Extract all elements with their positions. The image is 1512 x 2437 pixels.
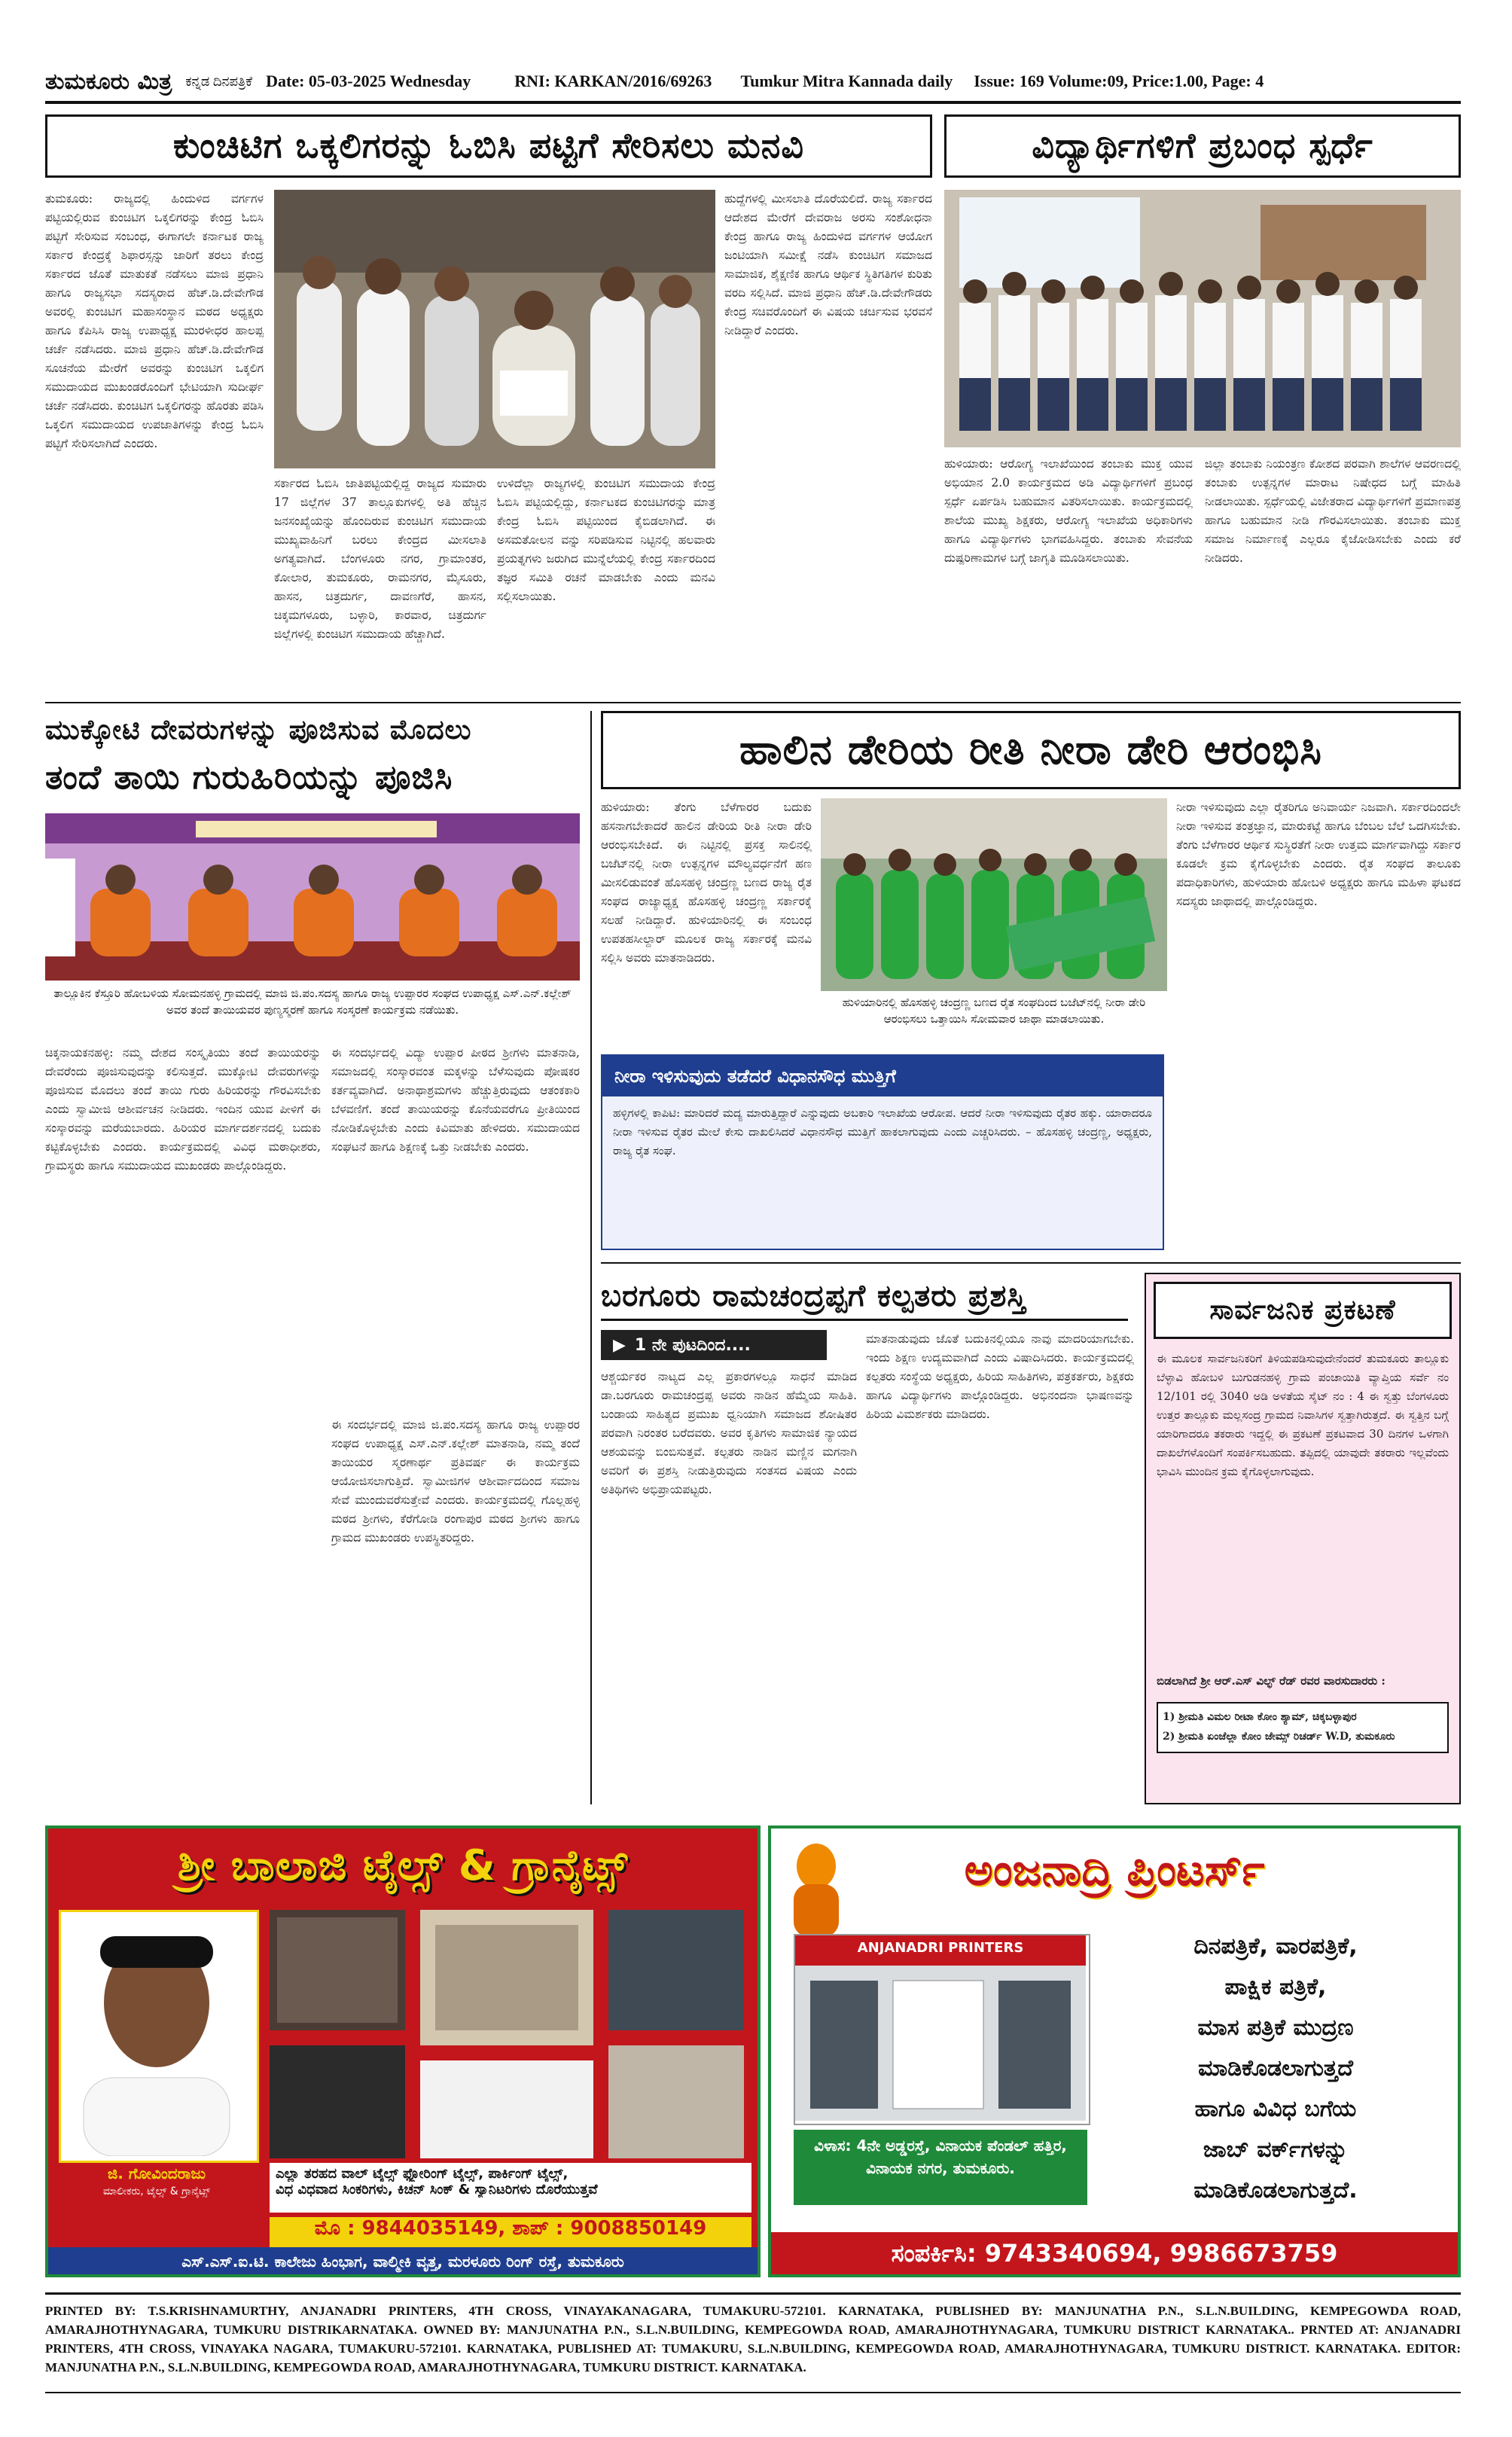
story2-headline: ವಿದ್ಯಾರ್ಥಿಗಳಿಗೆ ಪ್ರಬಂಧ ಸ್ಪರ್ಧೆ	[944, 114, 1461, 178]
shop-front-image	[795, 1935, 1086, 2121]
story5-ribbon-label: 1 ನೇ ಪುಟದಿಂದ....	[634, 1335, 751, 1355]
story3-col1: ಚಿಕ್ಕನಾಯಕನಹಳ್ಳಿ: ನಮ್ಮ ದೇಶದ ಸಂಸ್ಕೃತಿಯು ತಂದೆ ತಾಯಿಯರನ್ನು ದೇವರೆಂದು ಪೂಜಿಸುವುದನ್ನು ಕಲಿಸುತ್ತದೆ. ಮುಕ್ಕೋಟಿ ದೇವರುಗಳನ್ನು ಪೂಜಿಸುವ ಮೊದಲು ತಂದೆ ತಾಯಿ ಗುರು ಹಿರಿಯರನ್ನು ಗೌರವಿಸಬೇಕು ಎಂದು ಸ್ವಾಮೀಜಿ ಆಶೀರ್ವಚನ ನೀಡಿದರು. ಇಂದಿನ ಯುವ ಪೀಳಿಗೆ ಈ ಸಂಸ್ಕಾರವನ್ನು ಮರೆಯಬಾರದು. ಹಿರಿಯರ ಮಾರ್ಗದರ್ಶನದಲ್ಲಿ ಬದುಕು ಕಟ್ಟಿಕೊಳ್ಳಬೇಕು ಎಂದರು. ಕಾರ್ಯಕ್ರಮದಲ್ಲಿ ವಿವಿಧ ಮಠಾಧೀಶರು, ಗ್ರಾಮಸ್ಥರು ಹಾಗೂ ಸಮುದಾಯದ ಮುಖಂಡರು ಪಾಲ್ಗೊಂಡಿದ್ದರು.	[45, 1046, 321, 1173]
story4-col2: ನೀರಾ ಇಳಿಸುವುದು ಎಲ್ಲಾ ರೈತರಿಗೂ ಅನಿವಾರ್ಯ ನಿಜವಾಗಿ. ಸರ್ಕಾರದಿಂದಲೇ ನೀರಾ ಇಳಿಸುವ ತಂತ್ರಜ್ಞಾನ, ಮಾರುಕಟ್ಟೆ ಹಾಗೂ ಬೆಂಬಲ ಬೆಲೆ ಒದಗಿಸಬೇಕು. ತೆಂಗು ಬೆಳೆಗಾರರ ಆರ್ಥಿಕ ಸುಸ್ಥಿರತೆಗೆ ನೀರಾ ಉತ್ತಮ ಮಾರ್ಗವಾಗಿದ್ದು ಸರ್ಕಾರ ಕೂಡಲೇ ಕ್ರಮ ಕೈಗೊಳ್ಳಬೇಕು ಎಂದರು. ರೈತ ಸಂಘದ ತಾಲೂಕು ಪದಾಧಿಕಾರಿಗಳು, ಹುಳಿಯಾರು ಹೋಬಳಿ ಅಧ್ಯಕ್ಷರು ಹಾಗೂ ಮಹಿಳಾ ಘಟಕದ ಸದಸ್ಯರು ಜಾಥಾದಲ್ಲಿ ಪಾಲ್ಗೊಂಡಿದ್ದರು.	[1176, 801, 1461, 908]
owner-portrait	[61, 1912, 252, 2156]
ad-balaji-line2: ವಿಧ ವಿಧವಾದ ಸಿಂಕರಿಗಳು, ಕಿಚನ್ ಸಿಂಕ್ & ಸ್ಯಾನಿಟರಿಗಳು ದೊರೆಯುತ್ತವೆ	[276, 2182, 598, 2198]
story1-col3: ಉಳಿದೆಲ್ಲಾ ರಾಜ್ಯಗಳಲ್ಲಿ ಕುಂಚಿಟಿಗ ಸಮುದಾಯ ಕೇಂದ್ರ ಓಬಿಸಿ ಪಟ್ಟಿಯಲ್ಲಿದ್ದು, ಕರ್ನಾಟಕದ ಕುಂಚಿಟಿಗರನ್ನು ಮಾತ್ರ ಕೇಂದ್ರ ಓಬಿಸಿ ಪಟ್ಟಿಯಿಂದ ಕೈಬಿಡಲಾಗಿದೆ. ಈ ಅಸಮತೋಲನ ವನ್ನು ಸರಿಪಡಿಸುವ ನಿಟ್ಟಿನಲ್ಲಿ ಹಲವಾರು ಪ್ರಯತ್ನಗಳು ಜರುಗಿದ ಮುನ್ನೆಲೆಯಲ್ಲಿ ಕೇಂದ್ರ ಸರ್ಕಾರದಿಂದ ತಜ್ಞರ ಸಮಿತಿ ರಚನೆ ಮಾಡಬೇಕು ಎಂದು ಮನವಿ ಸಲ್ಲಿಸಲಾಯಿತು.	[497, 477, 715, 603]
ad-anjanadri-address: ವಿಳಾಸ: 4ನೇ ಅಡ್ಡರಸ್ತೆ, ವಿನಾಯಕ ಪೆಂಡಲ್ ಹತ್ತಿರ, ವಿನಾಯಕ ನಗರ, ತುಮಕೂರು.	[794, 2130, 1087, 2205]
ad-anjanadri-title: ಅಂಜನಾದ್ರಿ ಪ್ರಿಂಟರ್ಸ್	[964, 1844, 1265, 1896]
ad-balaji-products	[270, 1910, 744, 2158]
ad-anjanadri-shop-sign: ANJANADRI PRINTERS	[857, 1940, 1024, 1956]
story3-photo-caption: ತಾಲ್ಲೂಕಿನ ಕೆಸ್ತೂರಿ ಹೋಬಳಿಯ ಸೋಮನಹಳ್ಳಿ ಗ್ರಾಮದಲ್ಲಿ ಮಾಜಿ ಜಿ.ಪಂ.ಸದಸ್ಯ ಹಾಗೂ ರಾಜ್ಯ ಉಪ್ಪಾರರ ಸಂಘದ ಉಪಾಧ್ಯಕ್ಷ ಎಸ್.ಎನ್.ಕಲ್ಲೇಶ್ ಅವರ ತಂದೆ ತಾಯಿಯವರ ಪುಣ್ಯಸ್ಮರಣೆ ಹಾಗೂ ಸಂಸ್ಕರಣೆ ಕಾರ್ಯಕ್ರಮ ನಡೆಯಿತು.	[53, 987, 572, 1017]
story2-photo-illustration	[944, 190, 1461, 447]
story4-photo	[821, 798, 1167, 991]
ad-anjanadri-contact: ಸಂಪರ್ಕಿಸಿ: 9743340694, 9986673759	[771, 2232, 1458, 2274]
service-line-4: ಮಾಡಿಕೊಡಲಾಗುತ್ತದೆ	[1198, 2055, 1353, 2082]
ad-balaji-line1: ಎಲ್ಲಾ ತರಹದ ವಾಲ್ ಟೈಲ್ಸ್ ಫ್ಲೋರಿಂಗ್ ಟೈಲ್ಸ್, ಪಾರ್ಕಿಂಗ್ ಟೈಲ್ಸ್,	[276, 2166, 569, 2182]
service-line-3: ಮಾಸ ಪತ್ರಿಕೆ ಮುದ್ರಣ	[1197, 2015, 1354, 2041]
ad-balaji-owner: ಜಿ. ಗೋವಿಂದರಾಜು	[107, 2164, 206, 2182]
notice-title: ಸಾರ್ವಜನಿಕ ಪ್ರಕಟಣೆ	[1154, 1282, 1452, 1339]
service-line-7: ಮಾಡಿಕೊಡಲಾಗುತ್ತದೆ.	[1193, 2177, 1358, 2204]
ad-anjanadri-shop-photo	[794, 1934, 1090, 2125]
story3-col3: ಈ ಸಂದರ್ಭದಲ್ಲಿ ಮಾಜಿ ಜಿ.ಪಂ.ಸದಸ್ಯ ಹಾಗೂ ರಾಜ್ಯ ಉಪ್ಪಾರರ ಸಂಘದ ಉಪಾಧ್ಯಕ್ಷ ಎಸ್.ಎನ್.ಕಲ್ಲೇಶ್ ಮಾತನಾಡಿ, ನಮ್ಮ ತಂದೆ ತಾಯಿಯರ ಸ್ಮರಣಾರ್ಥ ಪ್ರತಿವರ್ಷ ಈ ಕಾರ್ಯಕ್ರಮ ಆಯೋಜಿಸಲಾಗುತ್ತಿದೆ. ಸ್ವಾಮೀಜಿಗಳ ಆಶೀರ್ವಾದದಿಂದ ಸಮಾಜ ಸೇವೆ ಮುಂದುವರೆಸುತ್ತೇವೆ ಎಂದರು. ಕಾರ್ಯಕ್ರಮದಲ್ಲಿ ಗೊಲ್ಲಹಳ್ಳಿ ಮಠದ ಶ್ರೀಗಳು, ಕೆರೆಗೋಡಿ ರಂಗಾಪುರ ಮಠದ ಶ್ರೀಗಳು ಹಾಗೂ ಗ್ರಾಮದ ಮುಖಂಡರು ಉಪಸ್ಥಿತರಿದ್ದರು.	[331, 1418, 580, 1545]
service-line-5: ಹಾಗೂ ವಿವಿಧ ಬಗೆಯ	[1194, 2096, 1357, 2122]
story4-sidebar-text: ಹಳ್ಳಿಗಳಲ್ಲಿ ಕಾಪಿಟಿ: ಮಾರಿದರೆ ಮದ್ಯ ಮಾರುತ್ತಿದ್ದಾರೆ ಎನ್ನುವುದು ಅಬಕಾರಿ ಇಲಾಖೆಯ ಆರೋಪ. ಆದರೆ ನೀರಾ ಇಳಿಸುವುದು ರೈತರ ಹಕ್ಕು. ಯಾರಾದರೂ ನೀರಾ ಇಳಿಸುವ ರೈತರ ಮೇಲೆ ಕೇಸು ದಾಖಲಿಸಿದರೆ ವಿಧಾನಸೌಧ ಮುತ್ತಿಗೆ ಹಾಕಲಾಗುವುದು ಎಂದು ಎಚ್ಚರಿಸಿದರು. – ಹೊಸಹಳ್ಳಿ ಚಂದ್ರಣ್ಣ, ಅಧ್ಯಕ್ಷರು, ರಾಜ್ಯ ರೈತ ಸಂಘ.	[613, 1106, 1152, 1157]
story1-col4: ಹುದ್ದೆಗಳಲ್ಲಿ ಮೀಸಲಾತಿ ದೊರೆಯಲಿದೆ. ರಾಜ್ಯ ಸರ್ಕಾರದ ಆದೇಶದ ಮೇರೆಗೆ ದೇವರಾಜ ಅರಸು ಸಂಶೋಧನಾ ಕೇಂದ್ರ ಹಾಗೂ ರಾಜ್ಯ ಹಿಂದುಳಿದ ವರ್ಗಗಳ ಆಯೋಗ ಜಂಟಿಯಾಗಿ ಸಮೀಕ್ಷೆ ನಡೆಸಿ ಕುಂಚಿಟಿಗ ಸಮಾಜದ ಸಾಮಾಜಿಕ, ಶೈಕ್ಷಣಿಕ ಹಾಗೂ ಆರ್ಥಿಕ ಸ್ಥಿತಿಗತಿಗಳ ಕುರಿತು ವರದಿ ಸಲ್ಲಿಸಿದೆ. ಮಾಜಿ ಪ್ರಧಾನಿ ಹೆಚ್.ಡಿ.ದೇವೇಗೌಡರು ಕೇಂದ್ರ ಸಚಿವರೊಂದಿಗೆ ಈ ವಿಷಯ ಚರ್ಚಿಸುವ ಭರವಸೆ ನೀಡಿದ್ದಾರೆ ಎಂದರು.	[724, 192, 932, 337]
ad-balaji-address: ಎಸ್.ಎಸ್.ಐ.ಟಿ. ಕಾಲೇಜು ಹಿಂಭಾಗ, ವಾಲ್ಮೀಕಿ ವೃತ್ತ, ಮರಳೂರು ರಿಂಗ್ ರಸ್ತೆ, ತುಮಕೂರು	[48, 2247, 758, 2276]
hanuman-emblem-image	[779, 1836, 854, 1941]
story1-headline: ಕುಂಚಿಟಿಗ ಒಕ್ಕಲಿಗರನ್ನು ಓಬಿಸಿ ಪಟ್ಟಿಗೆ ಸೇರಿಸಲು ಮನವಿ	[45, 114, 932, 178]
ad-balaji-photo-area	[59, 1910, 259, 2163]
service-line-1: ದಿನಪತ್ರಿಕೆ, ವಾರಪತ್ರಿಕೆ,	[1193, 1933, 1358, 1960]
story3-headline-line1: ಮುಕ್ಕೋಟಿ ದೇವರುಗಳನ್ನು ಪೂಜಿಸುವ ಮೊದಲು	[45, 715, 472, 746]
story4-headline: ಹಾಲಿನ ಡೇರಿಯ ರೀತಿ ನೀರಾ ಡೇರಿ ಆರಂಭಿಸಿ	[601, 711, 1461, 789]
masthead	[45, 63, 1461, 99]
story3-col2: ಈ ಸಂದರ್ಭದಲ್ಲಿ ವಿದ್ಯಾ ಉಪ್ಪಾರ ಪೀಠದ ಶ್ರೀಗಳು ಮಾತನಾಡಿ, ಸಮಾಜದಲ್ಲಿ ಸಂಸ್ಕಾರವಂತ ಮಕ್ಕಳನ್ನು ಬೆಳೆಸುವುದು ಪೋಷಕರ ಕರ್ತವ್ಯವಾಗಿದೆ. ಅನಾಥಾಶ್ರಮಗಳು ಹೆಚ್ಚುತ್ತಿರುವುದು ಆತಂಕಕಾರಿ ಬೆಳವಣಿಗೆ. ತಂದೆ ತಾಯಿಯರನ್ನು ಕೊನೆಯವರೆಗೂ ಪ್ರೀತಿಯಿಂದ ನೋಡಿಕೊಳ್ಳಬೇಕು ಎಂದು ಕಿವಿಮಾತು ಹೇಳಿದರು. ಸಮುದಾಯದ ಸಂಘಟನೆ ಹಾಗೂ ಶಿಕ್ಷಣಕ್ಕೆ ಒತ್ತು ನೀಡಬೇಕು ಎಂದರು.	[331, 1046, 580, 1154]
story3-headline-line2: ತಂದೆ ತಾಯಿ ಗುರುಹಿರಿಯನ್ನು ಪೂಜಿಸಿ	[45, 758, 453, 797]
ad-balaji-phone: ಮೊ : 9844035149, ಶಾಪ್ : 9008850149	[270, 2217, 751, 2247]
section-rule-1	[45, 702, 1461, 703]
section-rule-2	[601, 1262, 1461, 1264]
footer-rule	[45, 2292, 1461, 2295]
notice-heirs	[1157, 1702, 1449, 1753]
hanuman-emblem	[779, 1836, 854, 1941]
story1-photo-illustration	[274, 190, 715, 468]
story5-col1: ಆಶ್ಚರ್ಯಕರ ನಾಟ್ಯದ ಎಲ್ಲ ಪ್ರಕಾರಗಳಲ್ಲೂ ಸಾಧನೆ ಮಾಡಿದ ಡಾ.ಬರಗೂರು ರಾಮಚಂದ್ರಪ್ಪ ಅವರು ನಾಡಿನ ಹೆಮ್ಮೆಯ ಸಾಹಿತಿ. ಬಂಡಾಯ ಸಾಹಿತ್ಯದ ಪ್ರಮುಖ ಧ್ವನಿಯಾಗಿ ಸಮಾಜದ ಶೋಷಿತರ ಪರವಾಗಿ ನಿರಂತರ ಬರೆದವರು. ಅವರ ಕೃತಿಗಳು ಸಾಮಾಜಿಕ ನ್ಯಾಯದ ಆಶಯವನ್ನು ಬಿಂಬಿಸುತ್ತವೆ. ಕಲ್ಪತರು ನಾಡಿನ ಮಣ್ಣಿನ ಮಗನಾಗಿ ಅವರಿಗೆ ಈ ಪ್ರಶಸ್ತಿ ನೀಡುತ್ತಿರುವುದು ಸಂತಸದ ವಿಷಯ ಎಂದು ಅತಿಥಿಗಳು ಅಭಿಪ್ರಾಯಪಟ್ಟರು.	[601, 1370, 857, 1496]
public-notice	[1145, 1273, 1461, 1804]
story2-col1: ಹುಳಿಯಾರು: ಆರೋಗ್ಯ ಇಲಾಖೆಯಿಂದ ತಂಬಾಕು ಮುಕ್ತ ಯುವ ಅಭಿಯಾನ 2.0 ಕಾರ್ಯಕ್ರಮದ ಅಡಿ ವಿದ್ಯಾರ್ಥಿಗಳಿಗೆ ಪ್ರಬಂಧ ಸ್ಪರ್ಧೆ ಏರ್ಪಡಿಸಿ ಬಹುಮಾನ ವಿತರಿಸಲಾಯಿತು. ಕಾರ್ಯಕ್ರಮದಲ್ಲಿ ಶಾಲೆಯ ಮುಖ್ಯ ಶಿಕ್ಷಕರು, ಆರೋಗ್ಯ ಇಲಾಖೆಯ ಅಧಿಕಾರಿಗಳು ಹಾಗೂ ವಿದ್ಯಾರ್ಥಿಗಳು ಭಾಗವಹಿಸಿದ್ದರು. ತಂಬಾಕು ಸೇವನೆಯ ದುಷ್ಪರಿಣಾಮಗಳ ಬಗ್ಗೆ ಜಾಗೃತಿ ಮೂಡಿಸಲಾಯಿತು.	[944, 457, 1193, 565]
vertical-rule-1	[590, 711, 592, 1804]
story4-photo-caption: ಹುಳಿಯಾರಿನಲ್ಲಿ ಹೊಸಹಳ್ಳಿ ಚಂದ್ರಣ್ಣ ಬಣದ ರೈತ ಸಂಘದಿಂದ ಬಜೆಟ್‌ನಲ್ಲಿ ನೀರಾ ಡೇರಿ ಆರಂಭಿಸಲು ಒತ್ತಾಯಿಸಿ ಸೋಮವಾರ ಜಾಥಾ ಮಾಡಲಾಯಿತು.	[842, 996, 1146, 1026]
ad-anjanadri-services	[1102, 1926, 1449, 2228]
story1-col2: ಸರ್ಕಾರದ ಓಬಿಸಿ ಜಾತಿಪಟ್ಟಿಯಲ್ಲಿದ್ದ ರಾಜ್ಯದ ಸುಮಾರು 17 ಜಿಲ್ಲೆಗಳ 37 ತಾಲ್ಲೂಕುಗಳಲ್ಲಿ ಅತಿ ಹೆಚ್ಚಿನ ಜನಸಂಖ್ಯೆಯನ್ನು ಹೊಂದಿರುವ ಕುಂಚಿಟಿಗ ಸಮುದಾಯ ಮುಖ್ಯವಾಹಿನಿಗೆ ಬರಲು ಕೇಂದ್ರದ ಮೀಸಲಾತಿ ಅಗತ್ಯವಾಗಿದೆ. ಬೆಂಗಳೂರು ನಗರ, ಗ್ರಾಮಾಂತರ, ಕೋಲಾರ, ತುಮಕೂರು, ರಾಮನಗರ, ಮೈಸೂರು, ಹಾಸನ, ಚಿತ್ರದುರ್ಗ, ದಾವಣಗೆರೆ, ಹಾಸನ, ಚಿಕ್ಕಮಗಳೂರು, ಬಳ್ಳಾರಿ, ಕಾರವಾರ, ಚಿತ್ರದುರ್ಗ ಜಿಲ್ಲೆಗಳಲ್ಲಿ ಕುಂಚಿಟಿಗ ಸಮುದಾಯ ಹೆಚ್ಚಾಗಿದೆ.	[274, 477, 486, 641]
ad-anjanadri-header	[771, 1829, 1458, 1911]
story4-photo-illustration	[821, 798, 1167, 991]
notice-signer: ಬಿಡಲಾಗಿದೆ ಶ್ರೀ ಆರ್.ಎಸ್ ವಿಲ್ಫ್ ರೆಡ್ ರವರ ವಾರಸುದಾರರು :	[1157, 1674, 1385, 1688]
footer-bottom-rule	[45, 2392, 1461, 2393]
imprint-footer: PRINTED BY: T.S.KRISHNAMURTHY, ANJANADRI PRINTERS, 4TH CROSS, VINAYAKANAGARA, TUMAKURU-572101. KARNATAKA, PUBLISHED BY: MANJUNATHA P.N., S.L.N.BUILDING, KEMPEGOWDA ROAD, AMARAJHOTHYNAGARA, TUMKURU DISTRIKARNATAKA. OWNED BY: MANJUNATHA P.N., S.L.N.BUILDING, KEMPEGOWDA ROAD, AMARAJHOTHYNAGARA, TUMKURU DISTRICT KARNATAKA.. PRNTED AT: ANJANADRI PRINTERS, 4TH CROSS, VINAYAKA NAGARA, TUMAKURU-572101. KARNATAKA, PUBLISHED AT: TUMAKURU, S.L.N.BUILDING, KEMPEGOWDA ROAD, AMARAJHOTHYNAGARA, TUMKURU DISTRICT. KARNATAKA. EDITOR: MANJUNATHA P.N., S.L.N.BUILDING, KEMPEGOWDA ROAD, AMARAJHOTHYNAGARA, TUMKURU DISTRICT. KARNATAKA.	[45, 2304, 1461, 2374]
story1-col1: ತುಮಕೂರು: ರಾಜ್ಯದಲ್ಲಿ ಹಿಂದುಳಿದ ವರ್ಗಗಳ ಪಟ್ಟಿಯಲ್ಲಿರುವ ಕುಂಚಿಟಿಗ ಒಕ್ಕಲಿಗರನ್ನು ಕೇಂದ್ರ ಓಬಿಸಿ ಪಟ್ಟಿಗೆ ಸೇರಿಸುವ ಸಂಬಂಧ, ಈಗಾಗಲೇ ಕರ್ನಾಟಕ ರಾಜ್ಯ ಸರ್ಕಾರ ಕೇಂದ್ರಕ್ಕೆ ಶಿಫಾರಸ್ಸನ್ನು ಜಾರಿಗೆ ತರಲು ಕೇಂದ್ರ ಸರ್ಕಾರದ ಜೊತೆ ಮಾತುಕತೆ ನಡೆಸಲು ಮಾಜಿ ಪ್ರಧಾನಿ ಹಾಗೂ ರಾಜ್ಯಸಭಾ ಸದಸ್ಯರಾದ ಹೆಚ್.ಡಿ.ದೇವೇಗೌಡ ಅವರಲ್ಲಿ ಕುಂಚಿಟಿಗ ಮಹಾಸಂಸ್ಥಾನ ಮಠದ ಅಧ್ಯಕ್ಷರು ಹಾಗೂ ಕೆಪಿಸಿಸಿ ರಾಜ್ಯ ಉಪಾಧ್ಯಕ್ಷ ಮುರಳೀಧರ ಹಾಲಪ್ಪ ಚರ್ಚೆ ನಡೆಸಿದರು. ಮಾಜಿ ಪ್ರಧಾನಿ ಹೆಚ್.ಡಿ.ದೇವೇಗೌಡ ಸೂಚನೆಯ ಮೇರೆಗೆ ಅವರನ್ನು ಕುಂಚಿಟಿಗ ಒಕ್ಕಲಿಗ ಸಮುದಾಯದ ಮುಖಂಡರೊಂದಿಗೆ ಭೇಟಿಯಾಗಿ ಸುದೀರ್ಘ ಚರ್ಚೆ ನಡೆಸಿದರು. ಕುಂಚಿಟಿಗ ಒಕ್ಕಲಿಗರನ್ನು ಹೊರತು ಪಡಿಸಿ ಒಕ್ಕಲಿಗ ಸಮುದಾಯದ ಉಪಜಾತಿಗಳನ್ನು ಕೇಂದ್ರ ಓಬಿಸಿ ಪಟ್ಟಿಗೆ ಸೇರಿಸಲಾಗಿದೆ ಎಂದರು.	[45, 192, 264, 450]
issue-date: Date: 05-03-2025 Wednesday	[266, 72, 471, 90]
story3-photo-illustration	[45, 813, 580, 981]
story1-photo	[274, 190, 715, 468]
ad-anjanadri-printers	[768, 1825, 1461, 2277]
story5-headline: ಬರಗೂರು ರಾಮಚಂದ್ರಪ್ಪಗೆ ಕಲ್ಪತರು ಪ್ರಶಸ್ತಿ	[601, 1273, 1128, 1321]
masthead-rule	[45, 101, 1461, 104]
notice-heir-1: 1) ಶ್ರೀಮತಿ ವಿಮಲ ರೀಟಾ ಕೋಂ ಶ್ಯಾಮ್, ಚಿಕ್ಕಬಳ್ಳಾಪುರ	[1163, 1711, 1357, 1723]
tile-product-images	[270, 1910, 744, 2158]
story5-ribbon	[601, 1330, 827, 1360]
story4-col1: ಹುಳಿಯಾರು: ತೆಂಗು ಬೆಳೆಗಾರರ ಬದುಕು ಹಸನಾಗಬೇಕಾದರೆ ಹಾಲಿನ ಡೇರಿಯ ರೀತಿ ನೀರಾ ಡೇರಿ ಆರಂಭಿಸಬೇಕಿದೆ. ಈ ನಿಟ್ಟಿನಲ್ಲಿ ಪ್ರಸಕ್ತ ಸಾಲಿನಲ್ಲಿ ಬಜೆಟ್‌ನಲ್ಲಿ ನೀರಾ ಉತ್ಪನ್ನಗಳ ಮೌಲ್ಯವರ್ಧನೆಗೆ ಹಣ ಮೀಸಲಿಡುವಂತೆ ಹೊಸಹಳ್ಳಿ ಚಂದ್ರಣ್ಣ ಬಣದ ರಾಜ್ಯ ರೈತ ಸಂಘದ ರಾಜ್ಯಾಧ್ಯಕ್ಷ ಹೊಸಹಳ್ಳಿ ಚಂದ್ರಣ್ಣ ಸರ್ಕಾರಕ್ಕೆ ಸಲಹೆ ನೀಡಿದ್ದಾರೆ. ಹುಳಿಯಾರಿನಲ್ಲಿ ಈ ಸಂಬಂಧ ಉಪತಹಸೀಲ್ದಾರ್ ಮೂಲಕ ರಾಜ್ಯ ಸರ್ಕಾರಕ್ಕೆ ಮನವಿ ಸಲ್ಲಿಸಿ ಅವರು ಮಾತನಾಡಿದರು.	[601, 801, 812, 965]
ad-balaji-text-band	[270, 2163, 751, 2213]
story4-sidebar-title: ನೀರಾ ಇಳಿಸುವುದು ತಡೆದರೆ ವಿಧಾನಸೌಧ ಮುತ್ತಿಗೆ	[602, 1056, 1163, 1096]
paper-name: Tumkur Mitra Kannada daily	[740, 72, 953, 90]
service-line-6: ಜಾಬ್ ವರ್ಕ್‌ಗಳನ್ನು	[1203, 2137, 1349, 2163]
ad-balaji-owner-role: ಮಾಲೀಕರು, ಟೈಲ್ಸ್ & ಗ್ರಾನೈಟ್ಸ್	[102, 2185, 211, 2198]
notice-heir-2: 2) ಶ್ರೀಮತಿ ಏಂಜೆಲ್ಲಾ ಕೋಂ ಜೇಮ್ಸ್ ರಿಚರ್ಡ್ W.D, ತುಮಕೂರು	[1163, 1731, 1395, 1743]
ad-balaji-tiles	[45, 1825, 761, 2277]
story2-photo	[944, 190, 1461, 447]
story4-sidebar	[601, 1054, 1164, 1250]
play-triangle-icon: ▶	[613, 1335, 626, 1355]
newspaper-subtitle: ಕನ್ನಡ ದಿನಪತ್ರಿಕೆ	[185, 73, 253, 89]
rni-number: RNI: KARKAN/2016/69263	[514, 72, 712, 90]
story5-col2: ಮಾತನಾಡುವುದು ಜೊತೆ ಬದುಕಿನಲ್ಲಿಯೂ ನಾವು ಮಾದರಿಯಾಗಬೇಕು. ಇಂದು ಶಿಕ್ಷಣ ಉದ್ಯಮವಾಗಿದೆ ಎಂದು ವಿಷಾದಿಸಿದರು. ಕಾರ್ಯಕ್ರಮದಲ್ಲಿ ಕಲ್ಪತರು ಸಂಸ್ಥೆಯ ಅಧ್ಯಕ್ಷರು, ಹಿರಿಯ ಸಾಹಿತಿಗಳು, ಪತ್ರಕರ್ತರು, ಶಿಕ್ಷಕರು ಹಾಗೂ ವಿದ್ಯಾರ್ಥಿಗಳು ಪಾಲ್ಗೊಂಡಿದ್ದರು. ಅಭಿನಂದನಾ ಭಾಷಣವನ್ನು ಹಿರಿಯ ವಿಮರ್ಶಕರು ಮಾಡಿದರು.	[866, 1332, 1134, 1421]
story2-col2: ಜಿಲ್ಲಾ ತಂಬಾಕು ನಿಯಂತ್ರಣ ಕೋಶದ ಪರವಾಗಿ ಶಾಲೆಗಳ ಆವರಣದಲ್ಲಿ ತಂಬಾಕು ಉತ್ಪನ್ನಗಳ ಮಾರಾಟ ನಿಷೇಧದ ಬಗ್ಗೆ ಮಾಹಿತಿ ನೀಡಲಾಯಿತು. ಸ್ಪರ್ಧೆಯಲ್ಲಿ ವಿಜೇತರಾದ ವಿದ್ಯಾರ್ಥಿಗಳಿಗೆ ಪ್ರಮಾಣಪತ್ರ ಹಾಗೂ ಬಹುಮಾನ ನೀಡಿ ಗೌರವಿಸಲಾಯಿತು. ತಂಬಾಕು ಮುಕ್ತ ಸಮಾಜ ನಿರ್ಮಾಣಕ್ಕೆ ಎಲ್ಲರೂ ಕೈಜೋಡಿಸಬೇಕು ಎಂದು ಕರೆ ನೀಡಿದರು.	[1205, 457, 1461, 565]
story3-photo	[45, 813, 580, 981]
issue-info: Issue: 169 Volume:09, Price:1.00, Page: 4	[974, 72, 1264, 90]
ad-balaji-title: ಶ್ರೀ ಬಾಲಾಜಿ ಟೈಲ್ಸ್ & ಗ್ರಾನೈಟ್ಸ್	[177, 1841, 629, 1890]
notice-body: ಈ ಮೂಲಕ ಸಾರ್ವಜನಿಕರಿಗೆ ತಿಳಿಯಪಡಿಸುವುದೇನೆಂದರೆ ತುಮಕೂರು ತಾಲ್ಲೂಕು ಬೆಳ್ಳಾವಿ ಹೋಬಳಿ ಬುಗುಡನಹಳ್ಳಿ ಗ್ರಾಮ ಪಂಚಾಯಿತಿ ವ್ಯಾಪ್ತಿಯ ಸರ್ವೆ ನಂ 12/101 ರಲ್ಲಿ 3040 ಅಡಿ ಅಳತೆಯ ಸೈಟ್ ನಂ : 4 ಈ ಸ್ವತ್ತು ಬೆಂಗಳೂರು ಉತ್ತರ ತಾಲ್ಲೂಕು ಮಲ್ಲಸಂದ್ರ ಗ್ರಾಮದ ನಿವಾಸಿಗಳ ಸ್ವತ್ತಾಗಿರುತ್ತದೆ. ಈ ಸ್ವತ್ತಿನ ಬಗ್ಗೆ ಯಾರಿಗಾದರೂ ತಕರಾರು ಇದ್ದಲ್ಲಿ ಈ ಪ್ರಕಟಣೆ ಪ್ರಕಟವಾದ 30 ದಿನಗಳ ಒಳಗಾಗಿ ದಾಖಲೆಗಳೊಂದಿಗೆ ಸಂಪರ್ಕಿಸಬಹುದು. ತಪ್ಪಿದಲ್ಲಿ ಯಾವುದೇ ತಕರಾರು ಇಲ್ಲವೆಂದು ಭಾವಿಸಿ ಮುಂದಿನ ಕ್ರಮ ಕೈಗೊಳ್ಳಲಾಗುವುದು.	[1157, 1352, 1449, 1478]
newspaper-logo: ತುಮಕೂರು ಮಿತ್ರ	[45, 68, 172, 95]
service-line-2: ಪಾಕ್ಷಿಕ ಪತ್ರಿಕೆ,	[1224, 1974, 1327, 2000]
